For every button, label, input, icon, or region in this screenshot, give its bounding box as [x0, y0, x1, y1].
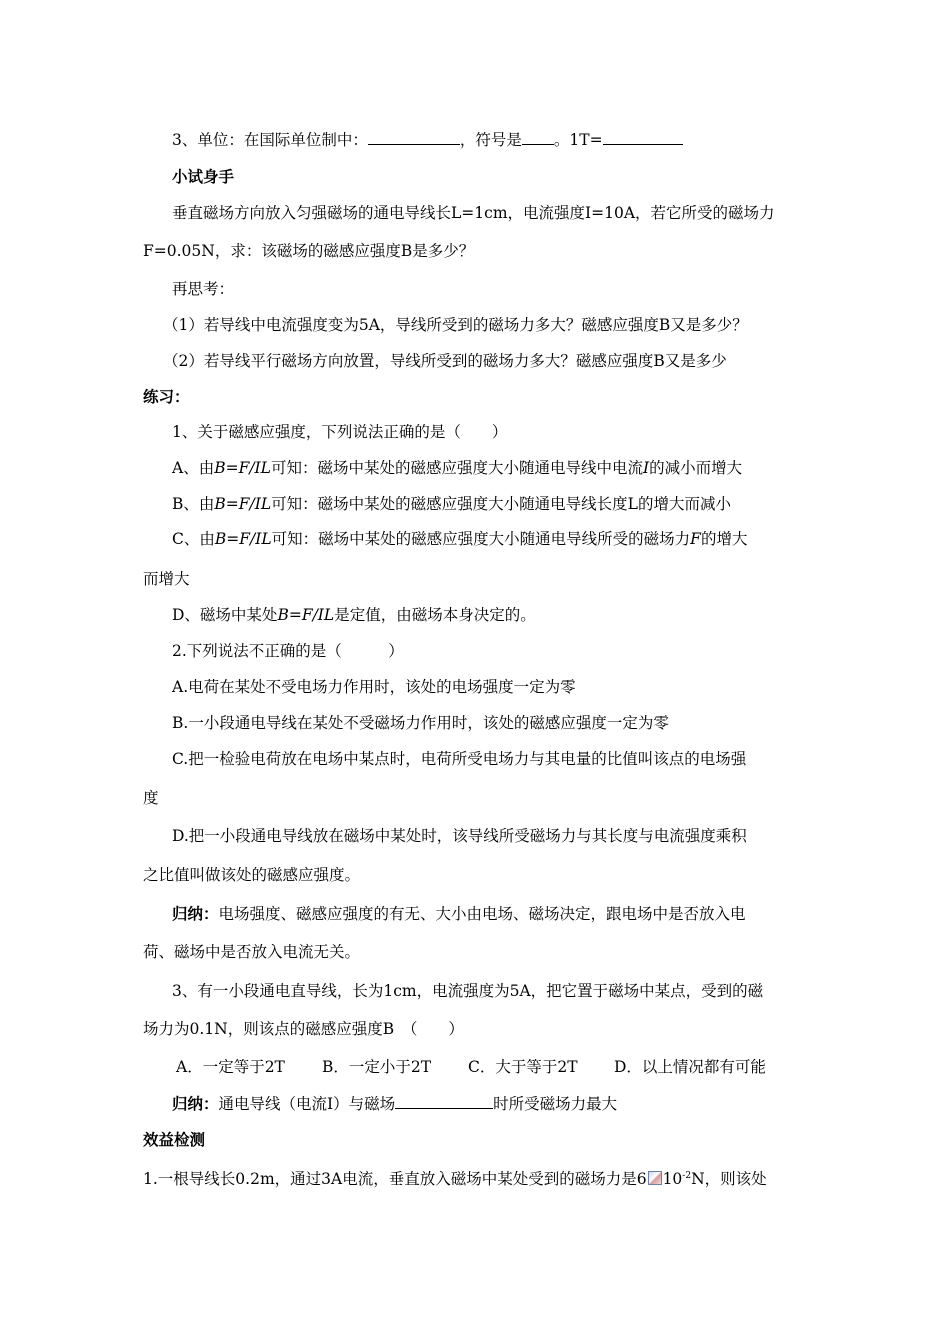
section-heading-try: 小试身手 [172, 167, 235, 186]
formula: B=F/IL [214, 530, 272, 548]
unit-text-c: 。1T= [553, 131, 603, 149]
multiply-sign-icon [648, 1171, 662, 1185]
try-question-line: F=0.05N，求：该磁场的磁感应强度B是多少？ [143, 242, 475, 260]
rethink-question-2: （2）若导线平行磁场方向放置，导线所受到的磁场力多大？磁感应强度B又是多少 [163, 352, 727, 370]
summary-line: 归纳：电场强度、磁感应强度的有无、大小由电场、磁场决定，跟电场中是否放入电 [172, 904, 746, 923]
option-d: D.把一小段通电导线放在磁场中某处时，该导线所受磁场力与其长度与电流强度乘积 [172, 827, 747, 845]
option-c-continued: 而增大 [143, 570, 190, 588]
option-d: D．以上情况都有可能 [614, 1058, 766, 1076]
unit-line [172, 130, 683, 150]
option-b: B．一定小于2T [322, 1058, 432, 1076]
option-d-continued: 之比值叫做该处的磁感应强度。 [143, 866, 361, 884]
option-b: B、由B=F/IL可知：磁场中某处的磁感应强度大小随通电导线长度L的增大而减小 [172, 495, 731, 513]
formula: B=F/IL [214, 459, 271, 477]
option-c: C、由B=F/IL可知：磁场中某处的磁感应强度大小随通电导线所受的磁场力F的增大 [172, 530, 748, 548]
question-stem-continued: 场力为0.1N，则该点的磁感应强度B （ ） [143, 1020, 464, 1038]
option-d: D、磁场中某处B=F/IL是定值，由磁场本身决定的。 [172, 606, 536, 624]
rethink-question-1: （1）若导线中电流强度变为5A，导线所受到的磁场力多大？磁感应强度B又是多少？ [163, 316, 748, 334]
option-c: C．大于等于2T [468, 1058, 578, 1076]
section-heading-test: 效益检测 [143, 1130, 206, 1149]
option-c: C.把一检验电荷放在电场中某点时，电荷所受电场力与其电量的比值叫该点的电场强 [172, 750, 747, 768]
formula: B=F/IL [277, 606, 335, 624]
option-b: B.一小段通电导线在某处不受磁场力作用时，该处的磁感应强度一定为零 [172, 714, 669, 732]
question-stem: 1、关于磁感应强度，下列说法正确的是（ ） [172, 423, 508, 441]
formula: B=F/IL [214, 495, 272, 513]
answer-blank [522, 130, 554, 145]
answer-blank [603, 130, 683, 145]
answer-blank [368, 130, 460, 145]
try-question-line: 垂直磁场方向放入匀强磁场的通电导线长L=1cm，电流强度I=10A，若它所受的磁场力 [172, 204, 775, 222]
test-question-1: 1.一根导线长0.2m，通过3A电流，垂直放入磁场中某处受到的磁场力是6 $10^{-2}N$，则该处 [143, 1170, 767, 1189]
question-stem: 3、有一小段通电直导线，长为1cm，电流强度为5A，把它置于磁场中某点，受到的磁 [172, 982, 764, 1000]
option-a: A、由B=F/IL可知：磁场中某处的磁感应强度大小随通电导线中电流I的减小而增大 [172, 459, 743, 477]
question-stem: 2.下列说法不正确的是（ ） [172, 642, 404, 660]
section-heading-practice: 练习： [143, 387, 190, 406]
option-a: A.电荷在某处不受电场力作用时，该处的电场强度一定为零 [172, 678, 576, 696]
summary-label: 归纳： [172, 1094, 219, 1113]
summary-label: 归纳： [172, 904, 219, 923]
rethink-label: 再思考： [172, 280, 235, 298]
unit-text-a: 3、单位：在国际单位制中： [172, 131, 368, 149]
unit-text-b: ，符号是 [459, 131, 522, 149]
answer-blank [395, 1094, 493, 1109]
option-c-continued: 度 [143, 789, 159, 807]
option-a: A．一定等于2T [176, 1058, 285, 1076]
summary-line: 归纳：通电导线（电流I）与磁场 时所受磁场力最大 [172, 1094, 618, 1113]
summary-continued: 荷、磁场中是否放入电流无关。 [143, 943, 361, 961]
